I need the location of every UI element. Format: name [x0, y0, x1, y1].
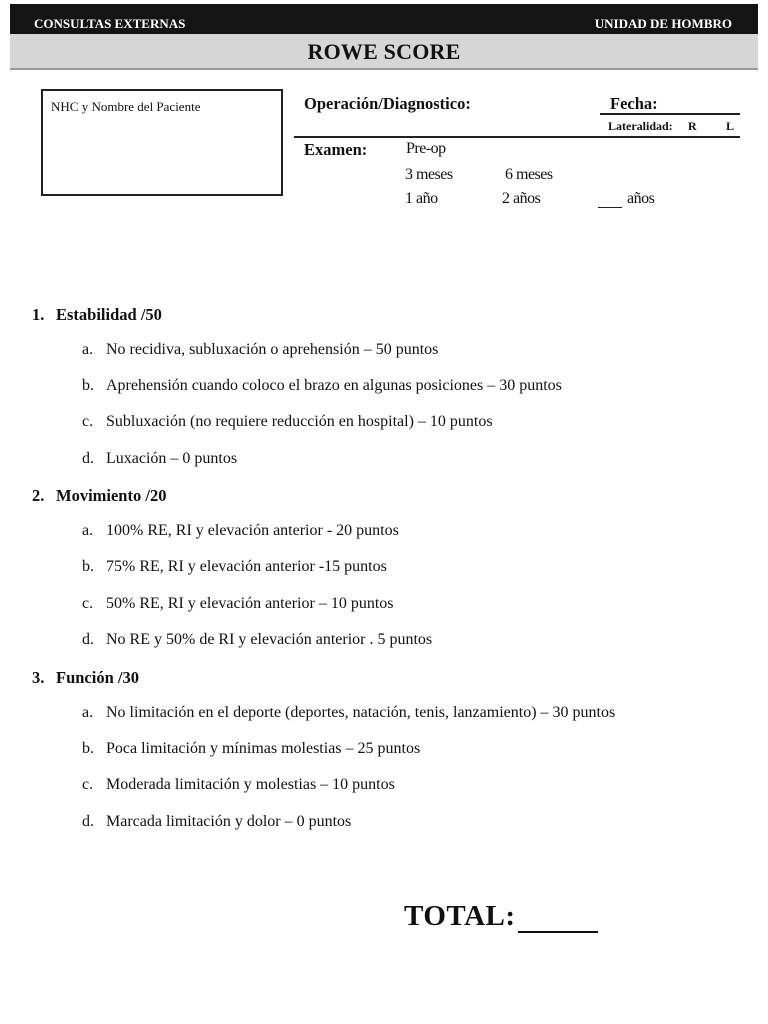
total-blank-line[interactable] [518, 931, 598, 933]
unit-label: UNIDAD DE HOMBRO [594, 16, 732, 31]
section-title: Estabilidad /50 [56, 305, 162, 324]
list-item[interactable] [82, 558, 387, 576]
exam-option-3-months[interactable]: 3 meses [405, 166, 453, 183]
list-item[interactable] [82, 704, 615, 722]
item-text: Luxación – 0 puntos [106, 450, 238, 467]
total-label: TOTAL: [404, 900, 516, 932]
list-item[interactable] [82, 776, 395, 794]
header-bar [10, 4, 758, 34]
list-item[interactable] [82, 522, 399, 540]
years-blank-line[interactable] [598, 207, 622, 208]
item-letter: a. [82, 522, 94, 539]
section-movement [32, 486, 166, 506]
item-text: 50% RE, RI y elevación anterior – 10 puntos [106, 595, 394, 612]
laterality-left-option[interactable]: L [726, 119, 735, 133]
item-letter: b. [82, 377, 94, 394]
laterality-right-option[interactable]: R [688, 119, 697, 133]
item-letter: d. [82, 450, 94, 467]
item-text: 75% RE, RI y elevación anterior -15 puntos [106, 558, 387, 575]
section-number: 1. [32, 305, 45, 324]
item-letter: d. [82, 813, 94, 830]
item-letter: a. [82, 341, 94, 358]
section-stability [32, 305, 162, 325]
exam-option-preop[interactable]: Pre-op [406, 140, 446, 157]
item-letter: b. [82, 558, 94, 575]
list-item[interactable] [82, 377, 562, 395]
exam-label: Examen: [304, 140, 368, 159]
patient-box-label: NHC y Nombre del Paciente [51, 99, 201, 114]
patient-box[interactable] [41, 89, 283, 196]
item-letter: c. [82, 595, 94, 612]
item-text: 100% RE, RI y elevación anterior - 20 puntos [106, 522, 399, 539]
item-text: No recidiva, subluxación o aprehensión – 50 puntos [106, 341, 439, 358]
item-text: Poca limitación y mínimas molestias – 25 puntos [106, 740, 421, 757]
date-label: Fecha: [610, 94, 658, 113]
operation-diagnosis-label: Operación/Diagnostico: [304, 94, 471, 113]
section-function [32, 668, 139, 688]
list-item[interactable] [82, 740, 420, 758]
exam-option-6-months[interactable]: 6 meses [505, 166, 553, 183]
item-letter: c. [82, 776, 94, 793]
section-title: Función /30 [56, 668, 139, 687]
item-text: Marcada limitación y dolor – 0 puntos [106, 813, 352, 830]
item-text: No RE y 50% de RI y elevación anterior . 5 puntos [106, 631, 433, 648]
section-number: 2. [32, 486, 45, 505]
page-title: ROWE SCORE [307, 39, 461, 64]
section-title: Movimiento /20 [56, 486, 167, 505]
item-text: Subluxación (no requiere reducción en hospital) – 10 puntos [106, 413, 493, 430]
list-item[interactable] [82, 813, 351, 831]
item-text: Aprehensión cuando coloco el brazo en algunas posiciones – 30 puntos [106, 377, 562, 394]
item-text: No limitación en el deporte (deportes, natación, tenis, lanzamiento) – 30 puntos [106, 704, 616, 721]
exam-option-2-years[interactable]: 2 años [502, 190, 541, 207]
exam-option-years[interactable]: años [627, 190, 655, 207]
item-letter: b. [82, 740, 94, 757]
list-item[interactable] [82, 450, 237, 468]
list-item[interactable] [82, 413, 493, 431]
laterality-label: Lateralidad: [608, 119, 673, 133]
divider-line [294, 136, 740, 138]
item-letter: a. [82, 704, 94, 721]
list-item[interactable] [82, 341, 438, 359]
exam-option-1-year[interactable]: 1 año [405, 190, 438, 207]
item-text: Moderada limitación y molestias – 10 puntos [106, 776, 395, 793]
list-item[interactable] [82, 631, 432, 649]
title-bar [10, 34, 758, 70]
section-number: 3. [32, 668, 45, 687]
department-label: CONSULTAS EXTERNAS [34, 16, 186, 31]
list-item[interactable] [82, 595, 394, 613]
item-letter: c. [82, 413, 94, 430]
date-underline [600, 113, 740, 115]
item-letter: d. [82, 631, 94, 648]
